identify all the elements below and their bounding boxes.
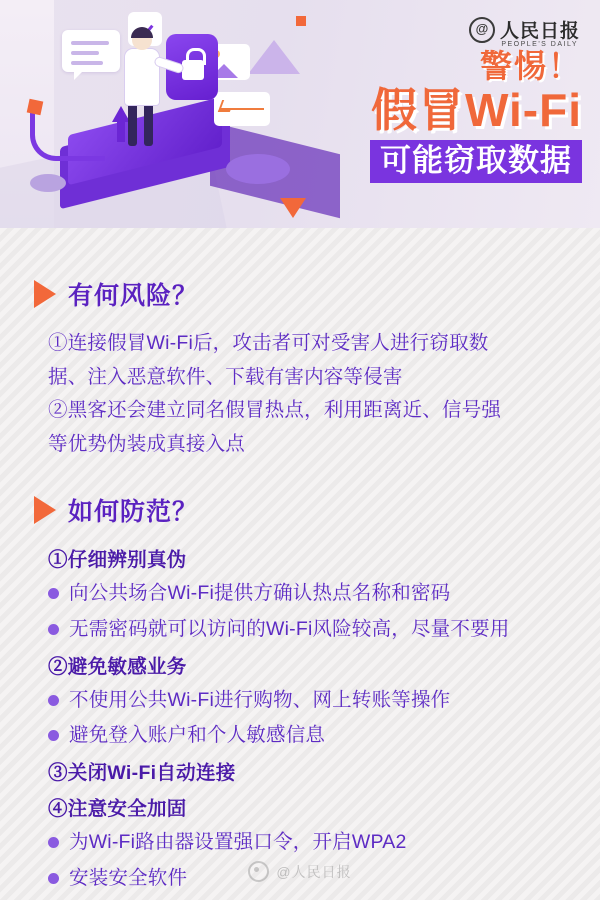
disc-icon	[226, 154, 290, 184]
risk-paragraph-line: ②黑客还会建立同名假冒热点，利用距离近、信号强	[48, 399, 502, 422]
poster-body	[0, 228, 600, 900]
poster-header	[0, 0, 600, 228]
prevention-subheading: ④注意安全加固	[48, 798, 187, 821]
orange-square-icon	[27, 99, 44, 116]
poster-content	[0, 228, 600, 892]
footer-watermark	[0, 861, 600, 882]
section-spacer	[34, 462, 566, 492]
bullet-dot-icon	[48, 624, 59, 635]
list-item	[48, 579, 566, 607]
title-line-1: 警惕！	[479, 48, 582, 84]
list-item-text: 避免登入账户和个人敏感信息	[69, 724, 326, 747]
list-item-text: 无需密码就可以访问的Wi-Fi风险较高，尽量不要用	[69, 617, 510, 640]
risk-paragraph-line: 等优势伪装成真接入点	[48, 432, 246, 455]
list-item-text: 安装安全软件	[69, 866, 188, 889]
bubble-line-icon	[71, 41, 109, 45]
list-item	[48, 721, 566, 749]
prevention-subheading: ③关闭Wi-Fi自动连接	[48, 762, 236, 785]
arrow-right-icon	[34, 496, 56, 524]
hero-illustration	[20, 8, 320, 223]
bullet-dot-icon	[48, 588, 59, 599]
person-leg-icon	[128, 102, 137, 146]
section-title-prevention: 如何防范？	[68, 498, 199, 527]
list-item	[48, 828, 566, 856]
orange-square-small-icon	[296, 16, 306, 26]
bullet-dot-icon	[48, 730, 59, 741]
chart-baseline-icon	[220, 108, 264, 110]
at-symbol-icon: @	[469, 17, 495, 43]
brand-name-cn: 人民日报	[499, 21, 580, 42]
brand-logo	[469, 16, 580, 48]
brand-name-en: PEOPLE'S DAILY	[501, 41, 578, 48]
section-header-prevention	[34, 492, 566, 528]
bubble-line-icon	[71, 61, 103, 65]
risk-paragraph-line: ①连接假冒Wi-Fi后，攻击者可对受害人进行窃取数	[48, 332, 489, 354]
up-arrow-stem-icon	[117, 120, 125, 142]
bullet-dot-icon	[48, 837, 59, 848]
lock-body-icon	[182, 60, 204, 80]
person-leg-icon	[144, 102, 153, 146]
list-item	[48, 615, 566, 643]
list-item-text: 不使用公共Wi-Fi进行购物、网上转账等操作	[69, 688, 451, 711]
chat-bubble-icon	[62, 30, 120, 72]
person-body-icon	[124, 48, 160, 106]
list-item	[48, 686, 566, 714]
weibo-icon	[248, 861, 269, 882]
arrow-right-icon	[34, 280, 56, 308]
bullet-dot-icon	[48, 695, 59, 706]
section-title-risks: 有何风险？	[68, 282, 199, 310]
list-item-text: 向公共场合Wi-Fi提供方确认热点名称和密码	[69, 582, 451, 605]
section-header-risks	[34, 276, 566, 312]
poster-title	[282, 50, 582, 183]
orange-triangle-icon	[280, 198, 306, 218]
prevention-subheading: ②避免敏感业务	[48, 655, 187, 678]
small-disc-icon	[30, 174, 66, 192]
title-line-2: 假冒Wi-Fi	[371, 84, 582, 136]
list-item-text: 为Wi-Fi路由器设置强口令，开启WPA2	[69, 831, 407, 854]
watermark-text: @人民日报	[276, 863, 352, 880]
prevention-subheading: ①仔细辨别真伪	[48, 549, 187, 572]
title-line-3: 可能窃取数据	[370, 140, 582, 183]
bubble-line-icon	[71, 51, 99, 55]
risk-paragraph-line: 据、注入恶意软件、下载有害内容等侵害	[48, 365, 403, 388]
